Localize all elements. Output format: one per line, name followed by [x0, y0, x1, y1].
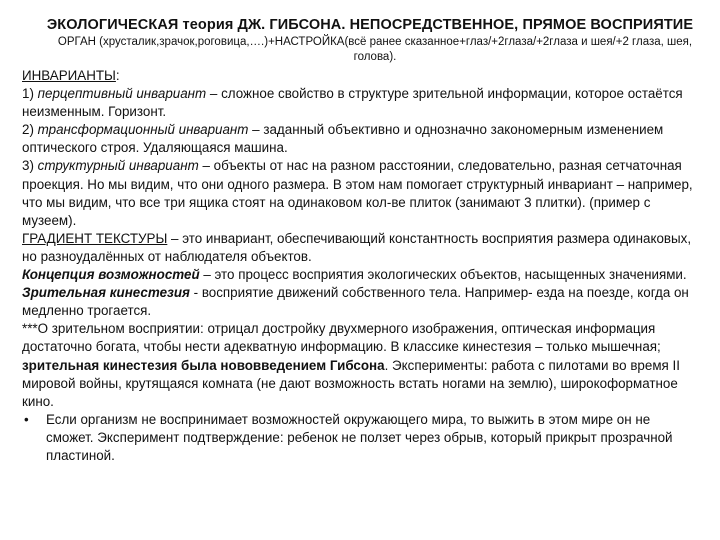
note-bold: зрительная кинестезия была нововведением Гибсона [22, 357, 385, 373]
note-paragraph [22, 320, 698, 410]
invariants-heading-colon: : [115, 68, 120, 83]
bullet-item [22, 411, 698, 465]
invariant-3-term: структурный инвариант [37, 158, 199, 174]
bullet-icon: • [24, 411, 29, 427]
invariant-2-term: трансформационный инвариант [37, 122, 249, 138]
kinesthesia-text: - восприятие движений собственного тела. Например- езда на поезде, когда он медленно трогается. [22, 285, 689, 319]
slide-subtitle: ОРГАН (хрусталик,зрачок,роговица,….)+НАСТРОЙКА(всё ранее сказанное+глаз/+2глаза/+2глаза и шея/+2 глаза, шея, голова). [57, 36, 693, 63]
note-text-2: . Эксперименты: работа с пилотами во время II мировой войны, крутящаяся комната (не дают возможность встать ногами на землю), широкоформатное кино. [22, 357, 680, 409]
kinesthesia-term: Зрительная кинестезия [22, 285, 190, 301]
slide-body [22, 67, 698, 465]
invariant-item-1 [22, 85, 698, 121]
gradient-text: – это инвариант, обеспечивающий константность восприятия размера одинаковых, но разноудалённых от наблюдателя объектов. [22, 230, 692, 264]
invariant-1-term: перцептивный инвариант [37, 86, 207, 102]
invariant-item-3 [22, 157, 698, 229]
note-text-1: ***О зрительном восприятии: отрицал достройку двухмерного изображения, оптическая информация достаточно богата, чтобы нести адекватную информацию. В классике кинестезия – только мышечная; [22, 321, 661, 355]
bullet-text: Если организм не воспринимает возможностей окружающего мира, то выжить в этом мире он не сможет. Эксперимент подтверждение: ребенок не ползет через обрыв, который прикрыт прозрачной пластиной. [46, 411, 673, 463]
kinesthesia-paragraph [22, 284, 698, 320]
invariant-2-text: – заданный объективно и однозначно закономерным изменением оптического строя. Удаляющаяся машина. [22, 122, 664, 156]
invariant-3-number: 3) [22, 158, 38, 174]
invariant-2-number: 2) [22, 122, 38, 138]
gradient-paragraph [22, 230, 698, 266]
affordances-paragraph [22, 266, 698, 284]
slide-title: ЭКОЛОГИЧЕСКАЯ теория ДЖ. ГИБСОНА. НЕПОСРЕДСТВЕННОЕ, ПРЯМОЕ ВОСПРИЯТИЕ [46, 17, 694, 33]
invariants-heading-line [22, 67, 698, 85]
invariants-heading: ИНВАРИАНТЫ [22, 68, 116, 83]
invariant-1-number: 1) [22, 86, 38, 102]
invariant-item-2 [22, 121, 698, 157]
affordances-term: Концепция возможностей [22, 267, 200, 283]
gradient-term: ГРАДИЕНТ ТЕКСТУРЫ [22, 230, 168, 246]
invariant-3-text: – объекты от нас на разном расстоянии, следовательно, разная сетчаточная проекция. Но мы видим, что они одного размера. В этом нам помогает структурный инвариант – например, что мы видим, что все три ящика стоят на одинаковом кол-ве плиток (занимают 3 плитки). (пример с музеем). [22, 158, 693, 228]
invariant-1-text: – сложное свойство в структуре зрительной информации, которое остаётся неизменным. Горизонт. [22, 86, 683, 120]
affordances-text: – это процесс восприятия экологических объектов, насыщенных значениями. [199, 267, 687, 283]
